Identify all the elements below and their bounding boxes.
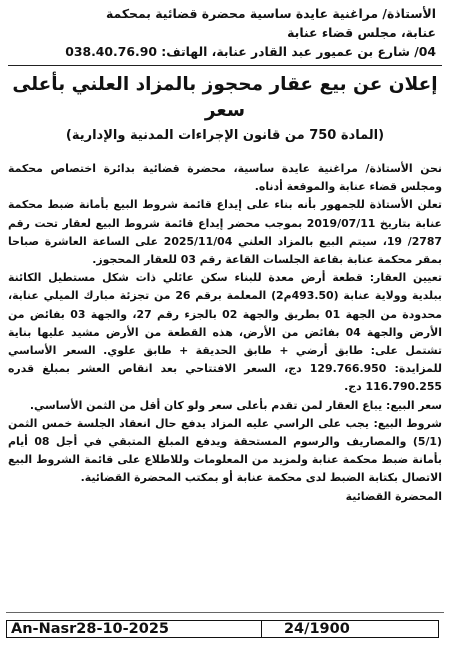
header-divider [8, 65, 442, 66]
notice-title: إعلان عن بيع عقار محجوز بالمزاد العلني بأعلى سعر [12, 74, 438, 121]
court-line: عنابة، مجلس قضاء عنابة [287, 25, 436, 40]
footer-divider [6, 612, 444, 613]
notice-subtitle: (المادة 750 من قانون الإجراءات المدنية والإدارية) [65, 128, 385, 143]
bailiff-name-line: الأستاذة/ مراغنية عايدة ساسية محضرة قضائية بمحكمة [106, 6, 436, 21]
notice-reference: 24/1900 [283, 621, 350, 637]
address-phone-line: 04/ شارع بن عميور عبد القادر عنابة، الهاتف: 038.40.76.90 [65, 44, 436, 59]
intro-paragraph: نحن الأستاذة/ مراغنية عايدة ساسية، محضرة قضائية بدائرة اختصاص محكمة ومجلس قضاء عنابة والموقعة أدناه. [8, 162, 442, 194]
announcement-paragraph: تعلن الأستاذة للجمهور بأنه بناء على إيداع قائمة شروط البيع بأمانة ضبط محكمة عنابة بتاريخ 2019/07/11 بموجب محضر إيداع قائمة شروط البيع لعقار تحت رقم 2787/ 19، سيتم البيع بالمزاد العلني 2025/11/04 على الساعة العاشرة صباحا بمقر محكمة عنابة بقاعة الجلسات القاعة رقم 03 للعقار المحجوز. [8, 198, 442, 267]
publication-date: An-Nasr28-10-2025 [7, 621, 262, 637]
property-description-paragraph: تعيين العقار: قطعة أرض معدة للبناء سكن عائلي ذات شكل مستطيل الكائنة ببلدية وولاية عنابة (493.50م2) المعلمة برقم 26 من تجزئة مبارك الميلي عنابة، محدودة من الجهة 01 بطريق والجهة 02 بالجزء رقم 27، والجهة 03 بفائض من الأرض والجهة 04 بفائض من الأرض، هذه القطعة من الأرض مشيد عليها بناية تشتمل على: طابق أرضي + طابق الحديقة + طابق علوي. السعر الأساسي للمزايدة: 129.766.950 دج، السعر الافتتاحي بعد انقاص العشر بمبلغ قدره 116.790.255 دج. [8, 271, 443, 394]
notice-header [6, 4, 444, 61]
notice-body [6, 160, 444, 506]
publication-footer [6, 620, 439, 638]
sale-price-paragraph: سعر البيع: يباع العقار لمن تقدم بأعلى سعر ولو كان أقل من الثمن الأساسي. [29, 398, 442, 412]
signature: المحضرة القضائية [345, 489, 442, 503]
sale-conditions-paragraph: شروط البيع: يجب على الراسي عليه المزاد يدفع حال انعقاد الجلسة خمس الثمن (5/1) والمصاريف والرسوم المستحقة ويدفع المبلغ المتبقي في أجل 08 أيام بأمانة ضبط محكمة عنابة ولمزيد من المعلومات وللاطلاع على قائمة الشروط البيع الاتصال بكتابة الضبط لدى محكمة عنابة أو بمكتب المحضرة القضائية. [8, 416, 442, 485]
